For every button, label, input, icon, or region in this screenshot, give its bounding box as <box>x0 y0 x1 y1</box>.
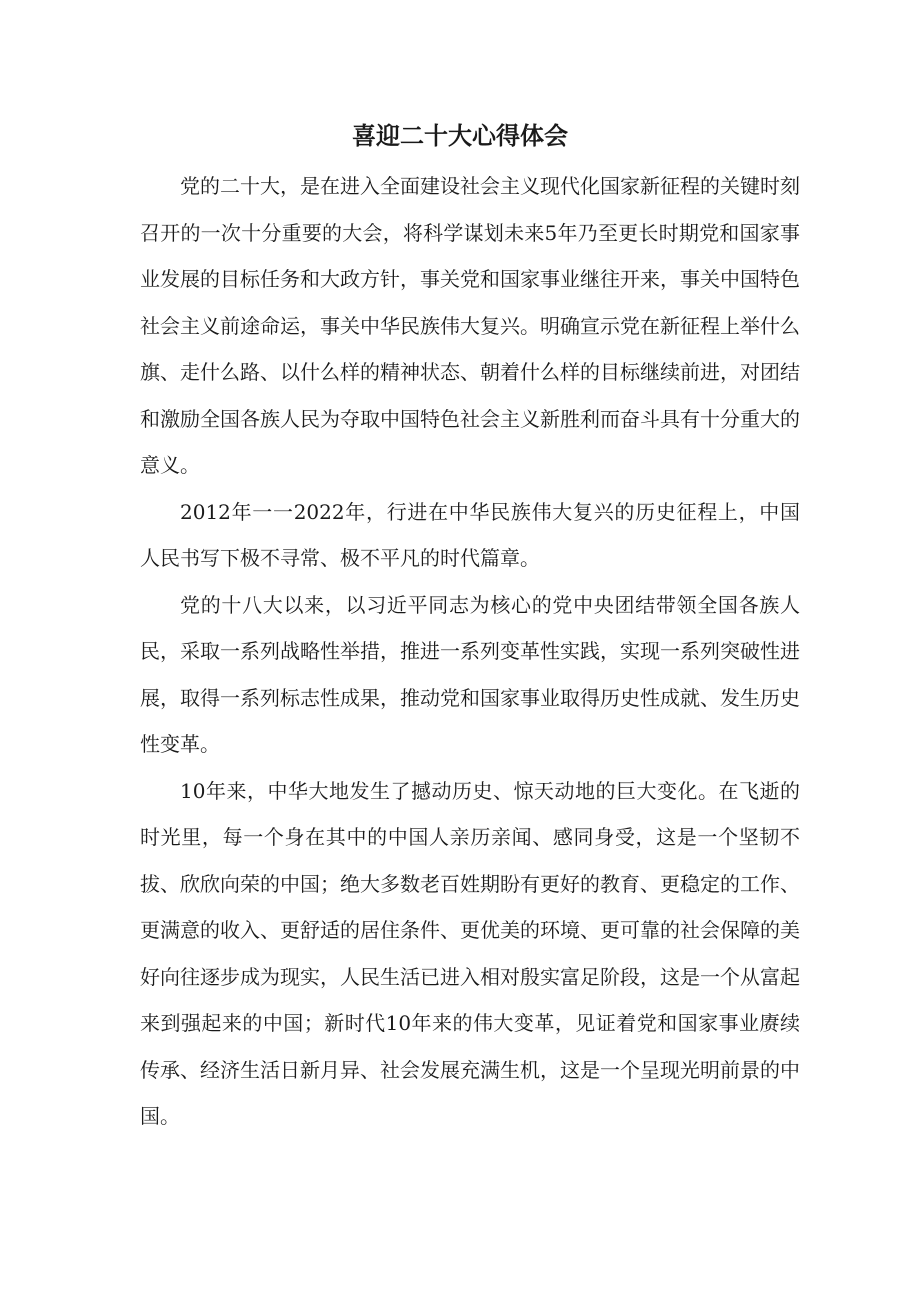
document-title: 喜迎二十大心得体会 <box>352 121 568 150</box>
paragraph-3: 党的十八大以来，以习近平同志为核心的党中央团结带领全国各族人民，采取一系列战略性举措，推进一系列变革性实践，实现一系列突破性进展，取得一系列标志性成果，推动党和国家事业取得历史性成就、发生历史性变革。 <box>140 592 800 756</box>
paragraph-1: 党的二十大，是在进入全面建设社会主义现代化国家新征程的关键时刻召开的一次十分重要的大会，将科学谋划未来5年乃至更长时期党和国家事业发展的目标任务和大政方针，事关党和国家事业继往开来，事关中国特色社会主义前途命运，事关中华民族伟大复兴。明确宣示党在新征程上举什么旗、走什么路、以什么样的精神状态、朝着什么样的目标继续前进，对团结和激励全国各族人民为夺取中国特色社会主义新胜利而奋斗具有十分重大的意义。 <box>140 174 800 477</box>
document-body <box>140 163 800 1140</box>
paragraph-2: 2012年一一2022年，行进在中华民族伟大复兴的历史征程上，中国人民书写下极不寻常、极不平凡的时代篇章。 <box>140 499 800 570</box>
paragraph-4: 10年来，中华大地发生了撼动历史、惊天动地的巨大变化。在飞逝的时光里，每一个身在其中的中国人亲历亲闻、感同身受，这是一个坚韧不拔、欣欣向荣的中国；绝大多数老百姓期盼有更好的教育、更稳定的工作、更满意的收入、更舒适的居住条件、更优美的环境、更可靠的社会保障的美好向往逐步成为现实，人民生活已进入相对殷实富足阶段，这是一个从富起来到强起来的中国；新时代10年来的伟大变革，见证着党和国家事业赓续传承、经济生活日新月异、社会发展充满生机，这是一个呈现光明前景的中国。 <box>140 778 800 1128</box>
